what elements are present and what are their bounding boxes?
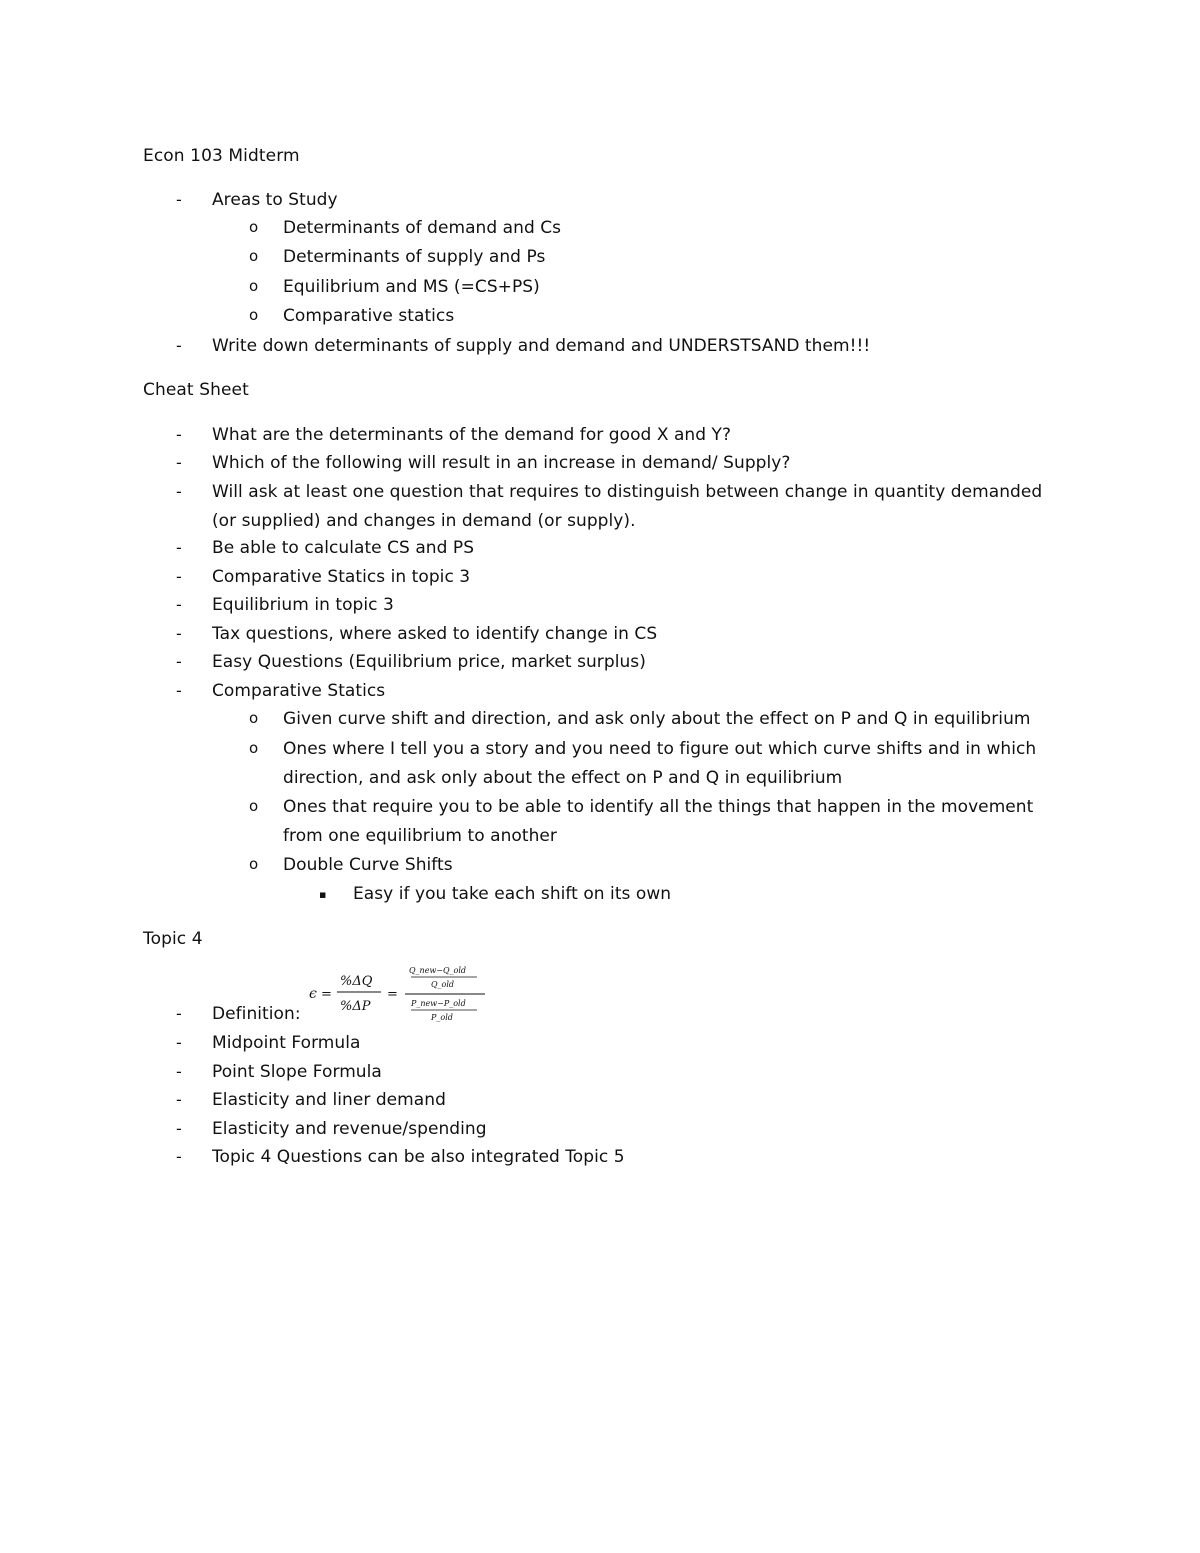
topic4-heading: Topic 4 (143, 929, 203, 949)
topic4-item: Definition: (212, 1004, 301, 1024)
dash-bullet: - (176, 538, 182, 557)
dash-bullet: - (176, 567, 182, 586)
areas-subitem: Determinants of demand and Cs (283, 218, 562, 238)
dash-bullet: - (176, 1004, 182, 1023)
cheat-sheet-item: Equilibrium in topic 3 (212, 595, 394, 615)
formula-p-old: P_old (431, 1013, 453, 1022)
cheat-sheet-item: Comparative Statics (212, 681, 386, 701)
formula-equals-2: = (387, 987, 398, 1002)
circle-bullet: o (249, 306, 259, 324)
formula-epsilon: ϵ (309, 986, 317, 1002)
cheat-sheet-heading: Cheat Sheet (143, 380, 249, 400)
topic4-item: Point Slope Formula (212, 1062, 382, 1082)
comparative-statics-subitem: Ones that require you to be able to identify all the things that happen in the movement from one equilibrium to another (283, 797, 1034, 846)
cheat-sheet-item: Comparative Statics in topic 3 (212, 567, 471, 587)
square-bullet: ▪ (319, 888, 327, 901)
dash-bullet: - (176, 681, 182, 700)
dash-bullet: - (176, 336, 182, 355)
formula-pct-p: %ΔP (340, 999, 371, 1014)
topic4-item: Elasticity and revenue/spending (212, 1119, 487, 1139)
areas-subitem: Comparative statics (283, 306, 455, 326)
elasticity-formula (307, 958, 497, 1028)
cheat-sheet-item: Which of the following will result in an increase in demand/ Supply? (212, 453, 791, 473)
topic4-item: Elasticity and liner demand (212, 1090, 446, 1110)
formula-q-diff: Q_new−Q_old (409, 966, 467, 975)
dash-bullet: - (176, 1033, 182, 1052)
comparative-statics-subitem: Given curve shift and direction, and ask only about the effect on P and Q in equilibrium (283, 709, 1031, 729)
dash-bullet: - (176, 1147, 182, 1166)
areas-subitem: Equilibrium and MS (=CS+PS) (283, 277, 540, 297)
cheat-sheet-item: Tax questions, where asked to identify change in CS (212, 624, 658, 644)
dash-bullet: - (176, 624, 182, 643)
dash-bullet: - (176, 190, 182, 209)
dash-bullet: - (176, 1090, 182, 1109)
dash-bullet: - (176, 453, 182, 472)
formula-q-old: Q_old (431, 980, 455, 989)
dash-bullet: - (176, 425, 182, 444)
dash-bullet: - (176, 1062, 182, 1081)
circle-bullet: o (249, 797, 259, 815)
areas-note: Write down determinants of supply and demand and UNDERSTSAND them!!! (212, 336, 871, 356)
double-shift-note: Easy if you take each shift on its own (353, 884, 672, 904)
topic4-item: Midpoint Formula (212, 1033, 361, 1053)
cheat-sheet-item: Be able to calculate CS and PS (212, 538, 475, 558)
cheat-sheet-item: What are the determinants of the demand for good X and Y? (212, 425, 732, 445)
topic4-item: Topic 4 Questions can be also integrated Topic 5 (212, 1147, 625, 1167)
cheat-sheet-item: Will ask at least one question that requires to distinguish between change in quantity demanded (or supplied) and changes in demand (or supply). (212, 482, 1043, 531)
comparative-statics-subitem: Ones where I tell you a story and you need to figure out which curve shifts and in which direction, and ask only about the effect on P and Q in equilibrium (283, 739, 1037, 788)
document-title: Econ 103 Midterm (143, 146, 300, 166)
areas-subitem: Determinants of supply and Ps (283, 247, 546, 267)
formula-pct-q: %ΔQ (340, 974, 373, 989)
comparative-statics-subitem: Double Curve Shifts (283, 855, 453, 875)
circle-bullet: o (249, 709, 259, 727)
formula-equals-1: = (321, 987, 332, 1002)
cheat-sheet-item: Easy Questions (Equilibrium price, market surplus) (212, 652, 646, 672)
circle-bullet: o (249, 855, 259, 873)
dash-bullet: - (176, 595, 182, 614)
dash-bullet: - (176, 652, 182, 671)
formula-p-diff: P_new−P_old (411, 999, 466, 1008)
circle-bullet: o (249, 247, 259, 265)
dash-bullet: - (176, 1119, 182, 1138)
circle-bullet: o (249, 277, 259, 295)
areas-to-study-label: Areas to Study (212, 190, 338, 210)
circle-bullet: o (249, 739, 259, 757)
circle-bullet: o (249, 218, 259, 236)
dash-bullet: - (176, 482, 182, 501)
